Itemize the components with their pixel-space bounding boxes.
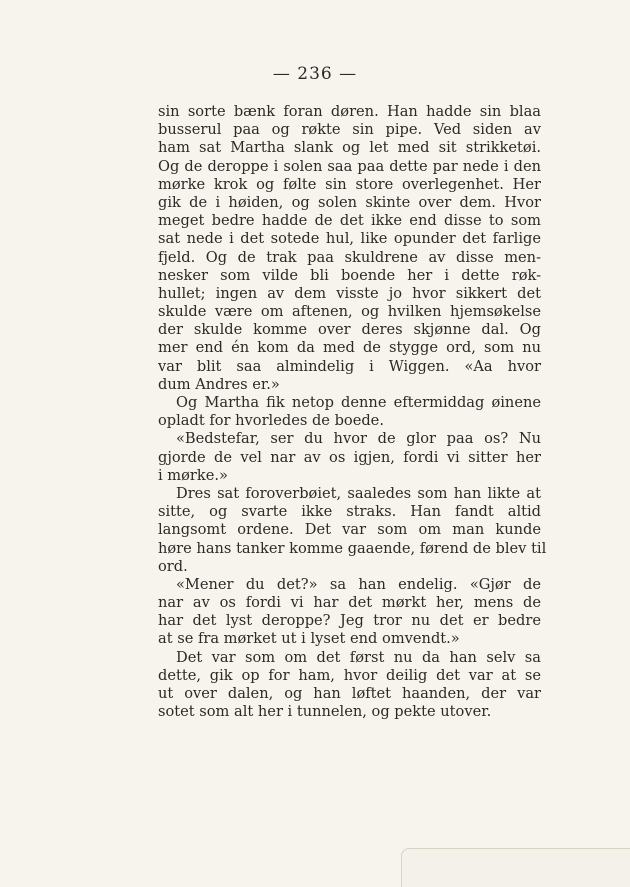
text-line: hullet; ingen av dem visste jo hvor sikkert det xyxy=(158,284,541,302)
text-line: ham sat Martha slank og let med sit strikketøi. xyxy=(158,139,541,157)
text-line: dette, gik op for ham, hvor deilig det var at se xyxy=(158,666,541,684)
text-line: ord. xyxy=(158,557,188,575)
text-line: «Mener du det?» sa han endelig. «Gjør de xyxy=(176,575,541,593)
page-number: — 236 — xyxy=(272,64,358,84)
text-line: «Bedstefar, ser du hvor de glor paa os? Nu xyxy=(176,430,541,448)
text-line: var blit saa almindelig i Wiggen. «Aa hvor xyxy=(158,357,541,375)
text-line: gjorde de vel nar av os igjen, fordi vi sitter her xyxy=(158,448,541,466)
text-line: ut over dalen, og han løftet haanden, der var xyxy=(158,685,541,702)
text-line: sat nede i det sotede hul, like opunder det farlige xyxy=(158,230,541,248)
text-line: meget bedre hadde de det ikke end disse to som xyxy=(158,212,541,230)
text-line: Det var som om det først nu da han selv sa xyxy=(176,648,541,666)
text-line: mørke krok og følte sin store overlegenhet. Her xyxy=(158,175,541,193)
text-line: gik de i høiden, og solen skinte over dem. Hvor xyxy=(158,193,541,211)
text-line: mer end én kom da med de stygge ord, som nu xyxy=(158,339,541,357)
text-line: busserul paa og røkte sin pipe. Ved siden av xyxy=(158,121,541,139)
text-line: opladt for hvorledes de boede. xyxy=(158,412,384,430)
body-text xyxy=(158,103,547,721)
text-line: nesker som vilde bli boende her i dette røk- xyxy=(158,266,541,284)
text-line: Og Martha fik netop denne eftermiddag øinene xyxy=(176,394,541,411)
text-line: i mørke.» xyxy=(158,466,228,484)
text-line: Og de deroppe i solen saa paa dette par nede i den xyxy=(158,157,541,175)
page-corner-fold xyxy=(401,848,630,887)
text-line: Dres sat foroverbøiet, saaledes som han likte at xyxy=(176,484,541,502)
text-line: fjeld. Og de trak paa skuldrene av disse men- xyxy=(158,248,541,266)
text-line: har det lyst deroppe? Jeg tror nu det er bedre xyxy=(158,612,541,630)
text-line: sitte, og svarte ikke straks. Han fandt altid xyxy=(158,503,541,521)
text-line: dum Andres er.» xyxy=(158,375,280,393)
text-line: sin sorte bænk foran døren. Han hadde sin blaa xyxy=(158,103,541,120)
text-line: høre hans tanker komme gaaende, førend de blev til xyxy=(158,539,547,557)
text-line: nar av os fordi vi har det mørkt her, mens de xyxy=(158,594,541,612)
text-line: der skulde komme over deres skjønne dal. Og xyxy=(158,321,541,339)
text-line: langsomt ordene. Det var som om man kunde xyxy=(158,521,541,539)
text-line: skulde være om aftenen, og hvilken hjemsøkelse xyxy=(158,303,541,321)
text-line: at se fra mørket ut i lyset end omvendt.» xyxy=(158,630,460,648)
text-line: sotet som alt her i tunnelen, og pekte utover. xyxy=(158,703,492,721)
